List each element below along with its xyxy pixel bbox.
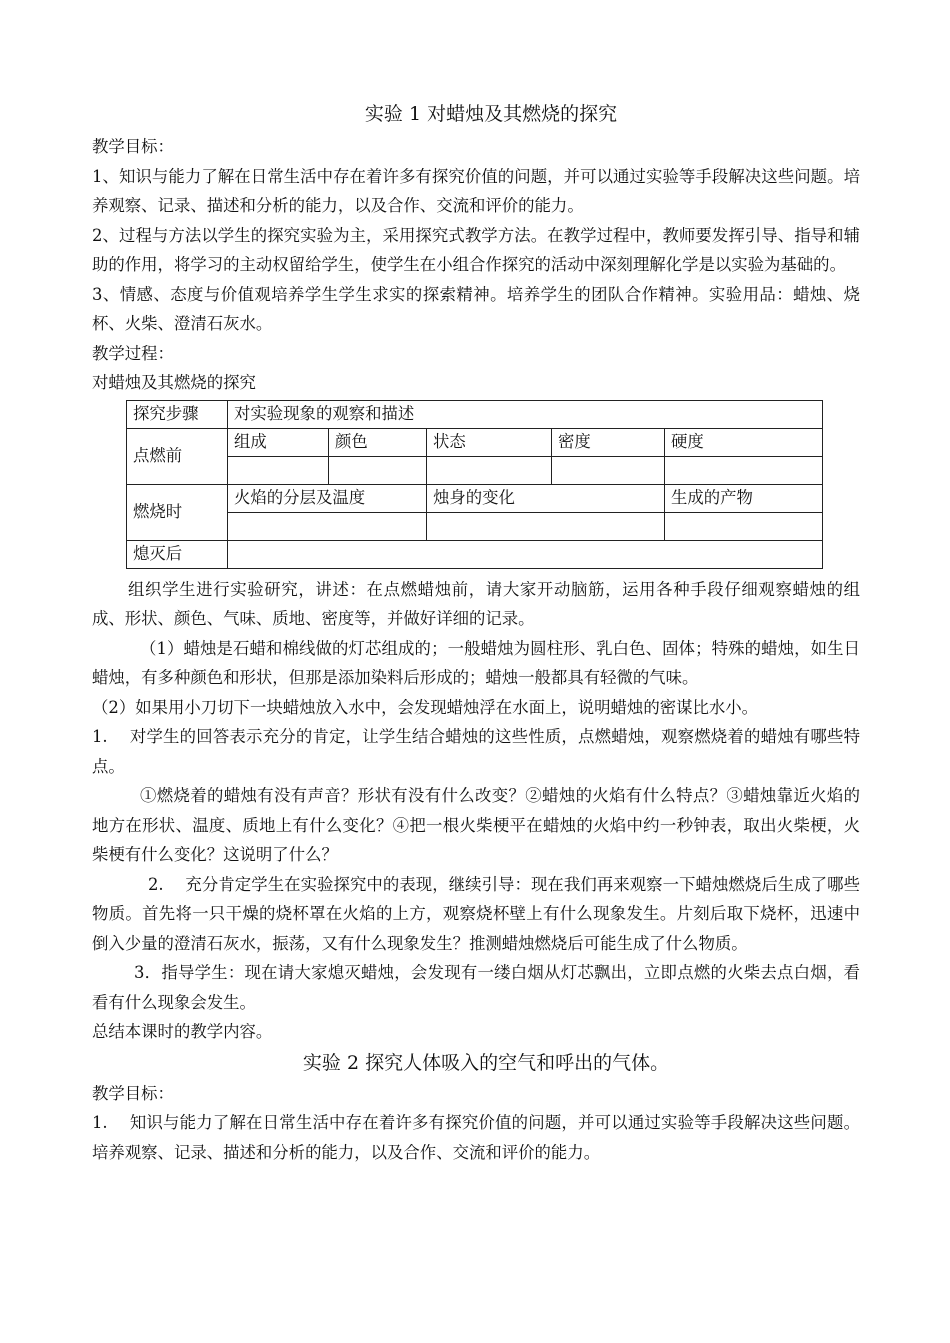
table-row: [127, 484, 823, 512]
experiment-2-title: 实验 2 探究人体吸入的空气和呼出的气体。: [302, 1051, 670, 1074]
empty-cell: [228, 456, 329, 484]
cell-density: 密度: [552, 428, 665, 456]
paragraph-questions: ①燃烧着的蜡烛有没有声音？形状有没有什么改变？②蜡烛的火焰有什么特点？③蜡烛靠近火焰的地方在形状、温度、质地上有什么变化？④把一根火柴梗平在蜡烛的火焰中约一秒钟表，取出火柴梗，火柴梗有什么变化？这说明了什么？: [92, 786, 860, 864]
experiment-1-title: 实验 1 对蜡烛及其燃烧的探究: [364, 103, 618, 125]
empty-cell: [552, 456, 665, 484]
empty-cell: [665, 512, 823, 540]
empty-cell: [427, 456, 552, 484]
document-page: [92, 98, 860, 1167]
table-header-observation: 对实验现象的观察和描述: [228, 400, 823, 428]
paragraph-step-3: 3．指导学生：现在请大家熄灭蜡烛，会发现有一缕白烟从灯芯飘出，立即点燃的火柴去点白烟，看看有什么现象会发生。: [92, 963, 860, 1012]
goal-1-paragraph: 1、知识与能力了解在日常生活中存在着许多有探究价值的问题，并可以通过实验等手段解决这些问题。培养观察、记录、描述和分析的能力，以及合作、交流和评价的能力。: [92, 166, 860, 215]
table-row: [127, 456, 823, 484]
cell-flame-layers: 火焰的分层及温度: [228, 484, 427, 512]
paragraph-step-1: 1. 对学生的回答表示充分的肯定，让学生结合蜡烛的这些性质，点燃蜡烛，观察燃烧着的蜡烛有哪些特点。: [92, 727, 860, 776]
process-subheading: 对蜡烛及其燃烧的探究: [92, 373, 256, 392]
row-label-after-extinguish: 熄灭后: [127, 540, 228, 568]
row-label-before-lighting: 点燃前: [127, 428, 228, 484]
goal-3-paragraph: 3、情感、态度与价值观培养学生学生求实的探索精神。培养学生的团队合作精神。实验用品：蜡烛、烧杯、火柴、澄清石灰水。: [92, 284, 860, 333]
empty-cell: [665, 456, 823, 484]
teaching-process-heading: 教学过程：: [92, 343, 174, 363]
cell-state: 状态: [427, 428, 552, 456]
empty-cell: [228, 540, 823, 568]
cell-color: 颜色: [329, 428, 427, 456]
paragraph-candle-composition: （1）蜡烛是石蜡和棉线做的灯芯组成的；一般蜡烛为圆柱形、乳白色、固体；特殊的蜡烛，如生日蜡烛，有多种颜色和形状，但那是添加染料后形成的；蜡烛一般都具有轻微的气味。: [92, 638, 860, 687]
cell-candle-body: 烛身的变化: [427, 484, 665, 512]
table-row: [127, 540, 823, 568]
teaching-goals-heading: 教学目标：: [92, 137, 174, 156]
cell-hardness: 硬度: [665, 428, 823, 456]
goal-2-1-paragraph: 1. 知识与能力了解在日常生活中存在着许多有探究价值的问题，并可以通过实验等手段解决这些问题。培养观察、记录、描述和分析的能力，以及合作、交流和评价的能力。: [92, 1113, 860, 1162]
empty-cell: [228, 512, 427, 540]
cell-composition: 组成: [228, 428, 329, 456]
paragraph-step-2: 2. 充分肯定学生在实验探究中的表现，继续引导：现在我们再来观察一下蜡烛燃烧后生成了哪些物质。首先将一只干燥的烧杯罩在火焰的上方，观察烧杯壁上有什么现象发生。片刻后取下烧杯，迅速中倒入少量的澄清石灰水，振荡，又有什么现象发生？推测蜡烛燃烧后可能生成了什么物质。: [92, 874, 860, 953]
empty-cell: [427, 512, 665, 540]
goal-2-paragraph: 2、过程与方法以学生的探究实验为主，采用探究式教学方法。在教学过程中，教师要发挥引导、指导和辅助的作用，将学习的主动权留给学生，使学生在小组合作探究的活动中深刻理解化学是以实验为基础的。: [92, 225, 860, 274]
cell-products: 生成的产物: [665, 484, 823, 512]
paragraph-candle-density: （2）如果用小刀切下一块蜡烛放入水中，会发现蜡烛浮在水面上，说明蜡烛的密谋比水小。: [92, 697, 759, 717]
observation-table: [126, 400, 823, 569]
empty-cell: [329, 456, 427, 484]
paragraph-observe: 组织学生进行实验研究，讲述：在点燃蜡烛前，请大家开动脑筋，运用各种手段仔细观察蜡烛的组成、形状、颜色、气味、质地、密度等，并做好详细的记录。: [92, 579, 860, 628]
summary-line: 总结本课时的教学内容。: [92, 1022, 273, 1041]
teaching-goals-heading-2: 教学目标：: [92, 1083, 174, 1103]
row-label-burning: 燃烧时: [127, 484, 228, 540]
table-row: [127, 400, 823, 428]
table-header-step: 探究步骤: [127, 400, 228, 428]
table-row: [127, 512, 823, 540]
table-row: [127, 428, 823, 456]
